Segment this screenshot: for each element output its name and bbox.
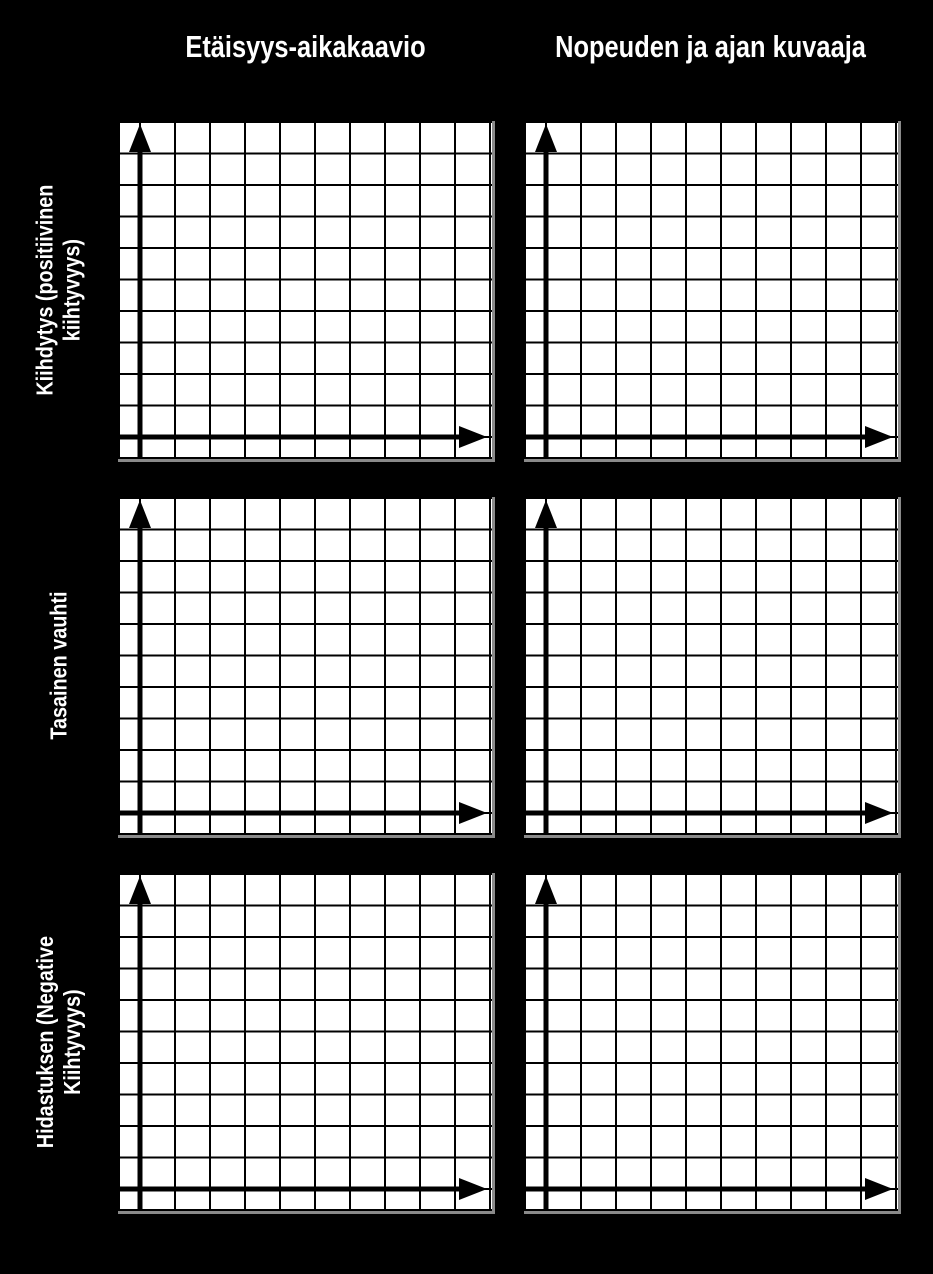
graph-panel-row1-col1 <box>118 121 495 462</box>
column-header-velocity-time <box>524 26 898 68</box>
row-label-acceleration-text: Kiihdytys (positiivinen kiihtyvyys) <box>31 184 85 396</box>
graph-panel-row3-col2 <box>524 873 901 1214</box>
empty-graph-grid <box>118 497 492 835</box>
row-label-constant-speed-text: Tasainen vauhti <box>45 591 72 741</box>
row-label-deceleration-text: Hidastuksen (Negative Kiihtyvyys) <box>31 935 86 1149</box>
graph-panel-row3-col1 <box>118 873 495 1214</box>
graph-panel-row2-col1 <box>118 497 495 838</box>
row-label-constant-speed <box>0 497 118 835</box>
column-header-velocity-time-label: Nopeuden ja ajan kuvaaja <box>555 29 867 64</box>
empty-graph-grid <box>524 121 898 459</box>
empty-graph-grid <box>524 497 898 835</box>
empty-graph-grid <box>118 873 492 1211</box>
empty-graph-grid <box>118 121 492 459</box>
empty-graph-grid <box>524 873 898 1211</box>
row-label-deceleration <box>0 873 118 1211</box>
column-header-distance-time-label: Etäisyys-aikakaavio <box>184 29 426 64</box>
graph-panel-row1-col2 <box>524 121 901 462</box>
column-header-distance-time <box>118 26 492 68</box>
row-label-acceleration <box>0 121 118 459</box>
graph-panel-row2-col2 <box>524 497 901 838</box>
